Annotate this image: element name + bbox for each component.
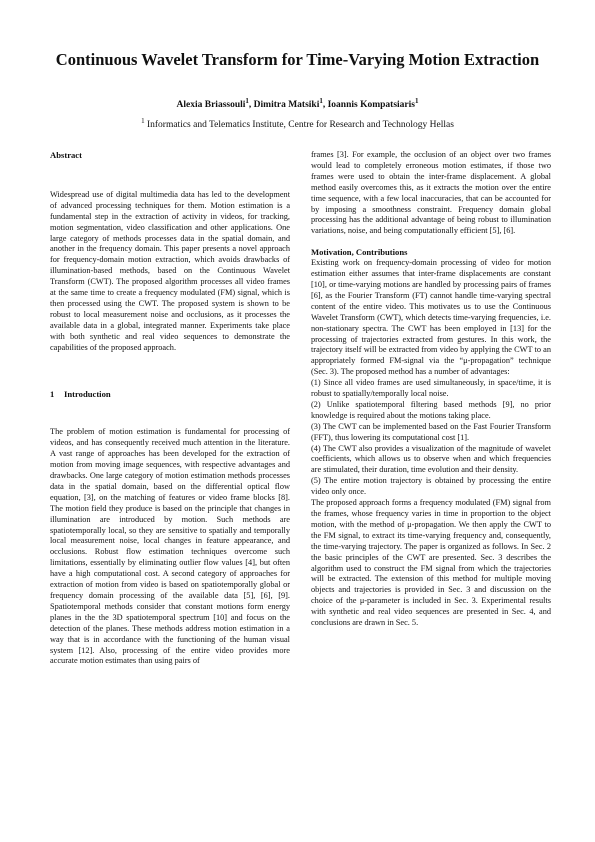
intro-text: The problem of motion estimation is fundamental for processing of videos, and has consequently received much attention in the literature. A vast range of approaches has been developed for the extraction of motion from moving image sequences, with respective advantages and drawbacks. One large category of motion estimation methods processes data in the spatial domain, based on the differential optical flow equation, [3], on the matching of features or video frame blocks [8]. The motion field they produce is based on the principle that changes in illumination are introduced by motion. Such methods are spatiotemporally local, so they are sensitive to spatially and temporally local measurement noise, local changes in feature appearance, and occlusions. Robust flow estimation techniques overcome such limitations, essentially by eliminating outlier flow values [4], but often have a high computational cost. A second category of approaches for extraction of motion from video is based on spatiotemporally global or frequency domain processing of the available data [5], [6], [9]. Spatiotemporal methods consider that constant motions form energy planes in the the 3D spatiotemporal spectrum [10] and focus on the detection of the planes. These methods address motion estimation in a way that is in accordance with the functioning of the human visual system [12]. Also, processing of the entire video provides more accurate motion estimates than using pairs of: [50, 427, 290, 666]
motivation-text: Existing work on frequency-domain processing of video for motion estimation either assumes that inter-frame displacements are constant [10], or time-varying motions are handled by processing pairs of frames [6], as the Fourier Transform (FT) cannot handle time-varying spectral content of the entire video. This motivates us to use the Continuous Wavelet Transform (CWT), which detects time-varying frequencies, i.e. non-stationary spectra. The CWT has been employed in [13] for the processing of trajectories extracted from gestures. In this work, the trajectory itself will be extracted from video by applying the CWT to an appropriately formed FM-signal via the “μ-propagation” technique (Sec. 3). The proposed method has a number of advantages:: [311, 258, 551, 377]
abstract-heading: Abstract: [50, 150, 82, 160]
section-number: 1: [50, 388, 55, 399]
abstract-text: Widespread use of digital multimedia data has led to the development of advanced processing techniques for them. Motion estimation is a fundamental step in the extraction of activity in videos, for tracking, motion segmentation, video classification and other applications. One large category of methods processes data in the spatial domain, and another in the frequency domain. This paper presents a novel approach for frequency-domain motion extraction, which avoids drawbacks of illumination-based methods, based on the Continuous Wavelet Transform (CWT). The proposed algorithm processes all video frames at the same time to create a frequency modulated (FM) signal, which is then processed using the CWT. The proposed system is shown to be robust to local measurement noise and occlusions, as it processes the available data in a global, integrated manner. Experiments take place with both synthetic and real video sequences to demonstrate the capabilities of the proposed approach.: [50, 189, 290, 352]
closing-text: The proposed approach forms a frequency modulated (FM) signal from the frames, whose frequency varies in time in proportion to the object motion, with the method of μ-propagation. We then apply the CWT to the FM signal, to extract its time-varying frequency and, consequently, the time-varying trajectory. The paper is organized as follows. In Sec. 2 the basic principles of the CWT are presented. Sec. 3 describes the algorithm used to construct the FM signal from which the trajectories will be extracted. The extension of this method for multiple moving objects and trajectories is provided in Sec. 3 and discussion on the choice of the μ-parameter is included in Sec. 3. Experimental results with synthetic and real video sequences are presented in Sec. 4, and conclusions are drawn in Sec. 5.: [311, 498, 551, 628]
author-affil-mark: 1: [319, 96, 323, 105]
section-heading: [50, 389, 290, 400]
right-column: [311, 150, 551, 629]
paper-title: Continuous Wavelet Transform for Time-Varying Motion Extraction: [55, 50, 540, 69]
author-name: Alexia Briassouli: [176, 100, 246, 110]
author-affil-mark: 1: [414, 96, 419, 105]
author-name: Dimitra Matsiki: [253, 100, 320, 110]
author-affil-mark: 1: [245, 96, 249, 105]
advantage-item: (5) The entire motion trajectory is obtained by processing the entire video only once.: [311, 476, 551, 497]
subsection-heading: Motivation, Contributions: [311, 247, 408, 258]
affiliation-text: Informatics and Telematics Institute, Centre for Research and Technology Hellas: [146, 120, 454, 130]
author-name: Ioannis Kompatsiaris: [327, 100, 415, 110]
advantage-item: (4) The CWT also provides a visualization of the magnitude of wavelet coefficients, which allows us to observe when and which frequencies are stimulated, their duration, time evolution and their density.: [311, 443, 551, 475]
advantage-item: (1) Since all video frames are used simultaneously, in space/time, it is robust to spatially/temporally local noise.: [311, 378, 551, 399]
advantage-item: (2) Unlike spatiotemporal filtering based methods [9], no prior knowledge is required about the motions taking place.: [311, 399, 551, 420]
advantage-item: (3) The CWT can be implemented based on the Fast Fourier Transform (FFT), thus lowering its computational cost [1].: [311, 421, 551, 442]
affiliation: [40, 116, 555, 130]
intro-continuation: frames [3]. For example, the occlusion of an object over two frames would lead to completely erroneous motion estimates, if those two frames were used to obtain the inter-frame displacement. A global method easily overcomes this, as it extracts the motion over the entire time sequence, with a few local inaccuracies, that can be accounted for by imposing a smoothness constraint. Frequency domain global processing has the additional advantage of being robust to illumination variations, noise, and being computationally efficient [5], [6].: [311, 150, 551, 236]
author-list: Alexia Briassouli$^1$, Dimitra Matsiki$^1$, Ioannis Kompatsiaris$^1$: [176, 96, 419, 110]
section-title: Introduction: [64, 388, 111, 399]
left-column: [50, 150, 290, 667]
affiliation-mark: 1: [141, 116, 145, 125]
